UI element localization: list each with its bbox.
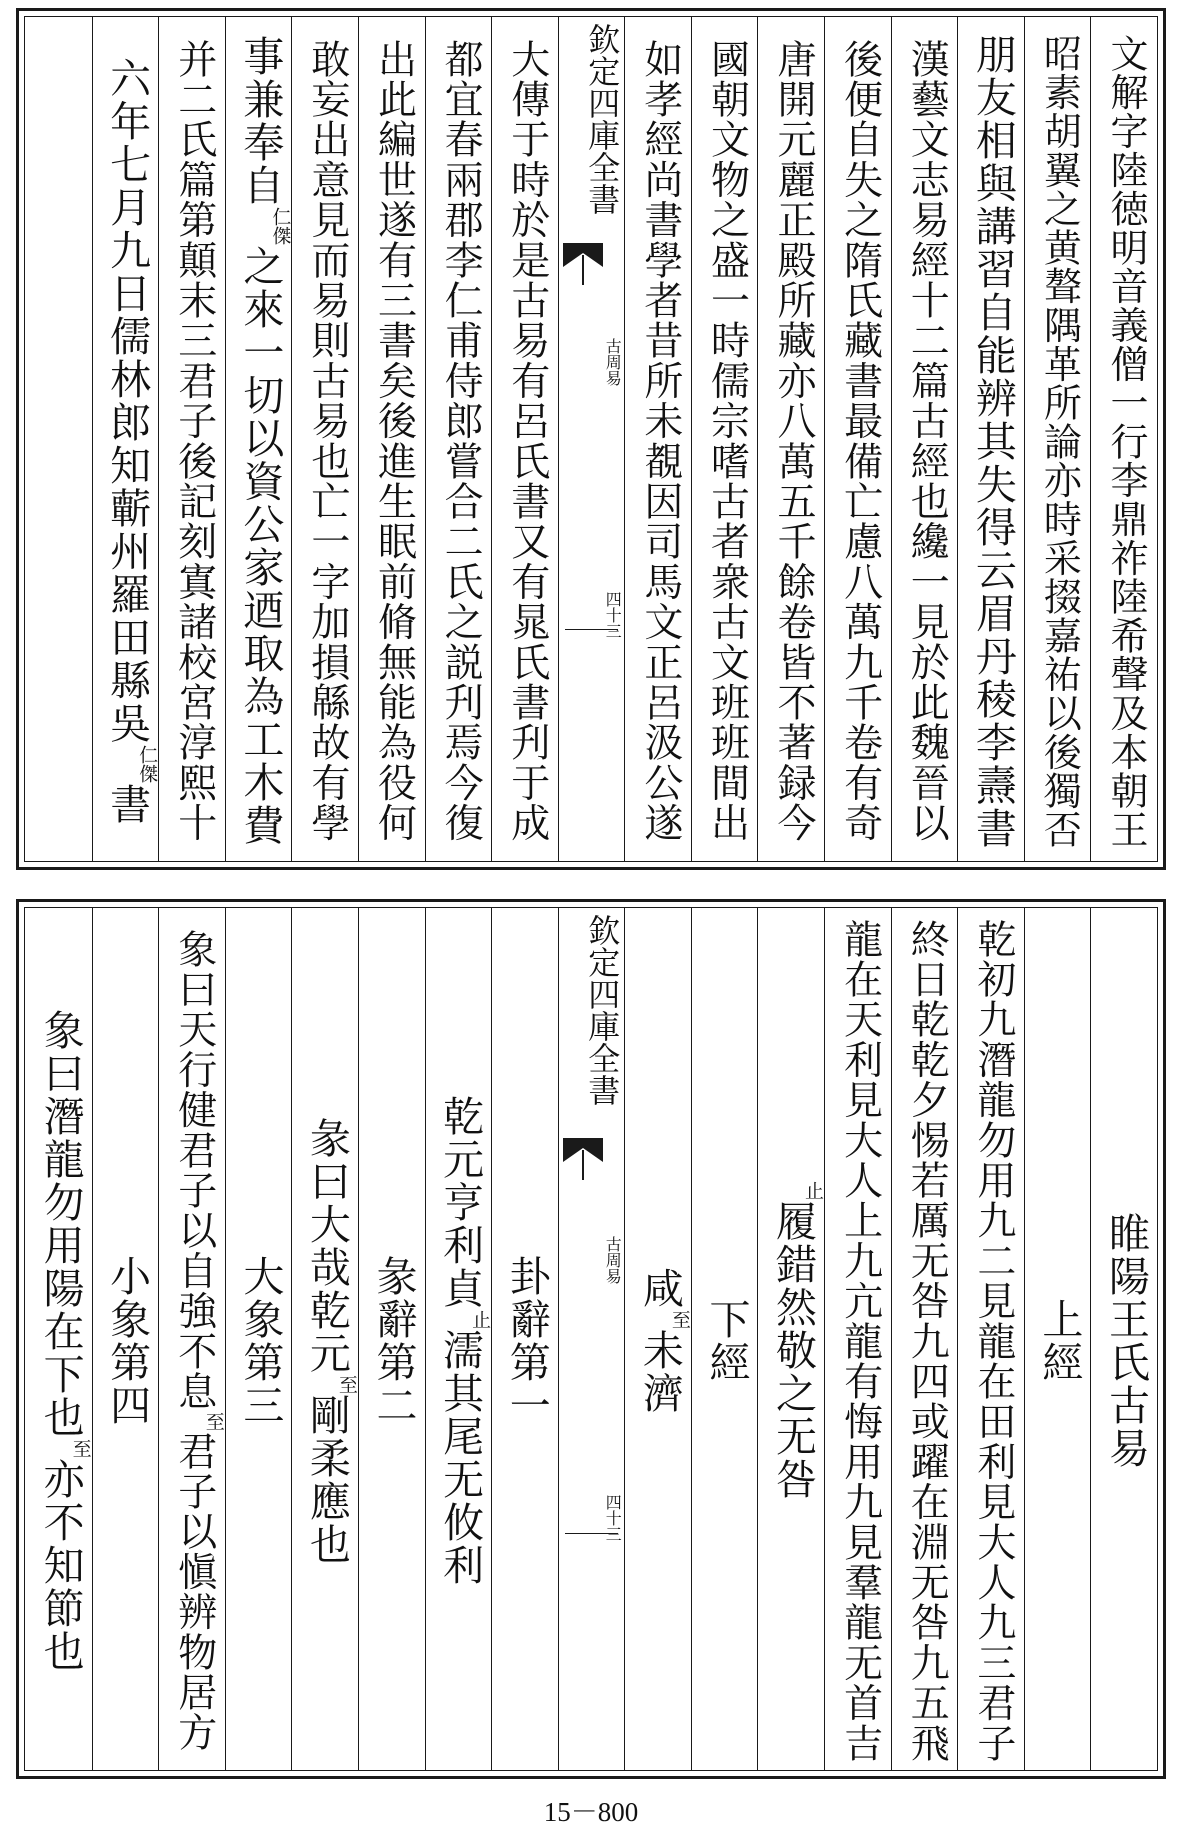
text-run: 卦辭第一 <box>502 1255 551 1427</box>
fish-tail-ornament-icon <box>563 1136 603 1180</box>
text-run: 唐開元麗正殿所藏亦八萬五千餘卷皆不著録今 <box>771 39 817 843</box>
text-run: 象曰天行健君子以自強不息 <box>171 929 217 1412</box>
top_page-text-column <box>1090 17 1157 861</box>
column-text <box>758 918 824 1764</box>
bottom_page-text-column <box>158 908 225 1770</box>
text-run: 乾元亨利貞 <box>436 1095 485 1310</box>
top_page-text-column <box>291 17 358 861</box>
text-run: 濡其尾无攸利 <box>436 1329 485 1587</box>
top_page-text-column <box>158 17 225 861</box>
top-page-text-frame <box>24 16 1158 862</box>
column-text <box>25 27 92 855</box>
column-text <box>492 27 558 855</box>
bottom_page-text-column <box>1024 908 1091 1770</box>
text-run: 并二氏篇第顛末三君子後記刻寘諸校宮淳熙十 <box>171 39 217 843</box>
top_page-text-column <box>1024 17 1091 861</box>
center-folio-number: 四十三 <box>603 590 623 639</box>
text-run: 漢藝文志易經十二篇古經也纔一見於此魏晉以 <box>904 39 950 843</box>
text-run: 小象第四 <box>103 1255 152 1427</box>
page-number: 15－800 <box>543 1797 639 1827</box>
interlinear-note: 仁傑 <box>136 744 159 783</box>
column-text <box>958 918 1024 1764</box>
top_page-text-column <box>824 17 891 861</box>
fish-tail-ornament-icon <box>563 241 603 285</box>
bottom_page-text-column <box>92 908 159 1770</box>
bottom_page-center-column <box>558 908 625 1770</box>
text-run: 之來一切以資公家迺取為工木費 <box>236 245 285 847</box>
bottom_page-text-column <box>425 908 492 1770</box>
text-run: 彖曰大哉乾元 <box>302 1116 351 1375</box>
center-book-title: 古周易 <box>603 1235 623 1284</box>
text-run: 國朝文物之盛一時儒宗嗜古者衆古文班班間出 <box>704 39 750 843</box>
text-run: 彖辭第二 <box>369 1255 418 1427</box>
top_page-text-column <box>92 17 159 861</box>
column-text <box>625 918 691 1764</box>
top_page-text-column <box>358 17 425 861</box>
top_page-text-column <box>624 17 691 861</box>
top_page-text-column <box>757 17 824 861</box>
column-text <box>625 27 691 855</box>
column-text <box>292 918 358 1764</box>
bottom_page-text-column <box>491 908 558 1770</box>
text-run: 出此編世遂有三書矣後進生眠前脩無能為役何 <box>371 39 417 843</box>
top_page-text-column <box>957 17 1024 861</box>
text-run: 文解字陸徳明音義僧一行李鼎祚陸希聲及本朝王 <box>1103 33 1148 849</box>
top_page-text-column <box>225 17 292 861</box>
text-run: 象曰潛龍勿用陽在下也 <box>36 1009 85 1439</box>
bottom_page-text-column <box>891 908 958 1770</box>
text-run: 事兼奉自 <box>236 35 285 207</box>
column-text <box>692 27 758 855</box>
text-run: 朋友相與講習自能辨其失得云眉丹稜李燾書 <box>968 32 1017 850</box>
text-run: 履錯然敬之无咎 <box>769 1200 818 1501</box>
text-run: 咸 <box>635 1267 684 1310</box>
top_page-text-column <box>891 17 958 861</box>
bottom-page <box>16 899 1166 1779</box>
interlinear-note: 至 <box>668 1310 691 1329</box>
interlinear-note: 止 <box>802 1181 825 1200</box>
column-text <box>958 27 1024 855</box>
column-text <box>1091 918 1157 1764</box>
column-text <box>892 27 958 855</box>
text-run: 終日乾乾夕惕若厲无咎九四或躍在淵无咎九五飛 <box>904 918 950 1764</box>
bottom_page-text-column <box>1090 908 1157 1770</box>
text-run: 大象第三 <box>236 1255 285 1427</box>
center-title: 欽定四庫全書 <box>583 914 622 1106</box>
top-page <box>16 8 1166 870</box>
bottom_page-text-column <box>225 908 292 1770</box>
column-text <box>758 27 824 855</box>
top_page-center-column <box>558 17 625 861</box>
center-rule <box>565 1533 619 1534</box>
text-run: 剛柔應也 <box>302 1393 351 1566</box>
text-run: 亦不知節也 <box>36 1458 85 1673</box>
text-run: 君子以愼辨物居方 <box>171 1430 217 1753</box>
text-run: 昭素胡翼之黄聱隅革所論亦時采掇嘉祐以後獨否 <box>1037 33 1082 849</box>
column-text <box>93 918 159 1764</box>
center-folio-number: 四十三 <box>603 1494 623 1543</box>
center-title: 欽定四庫全書 <box>583 23 622 215</box>
text-run: 上經 <box>1035 1298 1084 1384</box>
interlinear-note: 至 <box>335 1374 358 1394</box>
top_page-text-column <box>25 17 92 861</box>
column-text <box>1025 27 1091 855</box>
interlinear-note: 仁傑 <box>269 207 292 245</box>
column-text <box>226 918 292 1764</box>
text-run: 睢陽王氏古易 <box>1101 1212 1150 1470</box>
text-run: 如孝經尚書學者昔所未覩因司馬文正呂汲公遂 <box>637 39 683 843</box>
column-text <box>1091 27 1157 855</box>
bottom_page-text-column <box>25 908 92 1770</box>
top_page-text-column <box>425 17 492 861</box>
column-text <box>426 27 492 855</box>
column-text <box>359 918 425 1764</box>
column-text <box>159 27 225 855</box>
column-text <box>692 918 758 1764</box>
text-run: 大傳于時於是古易有呂氏書又有晁氏書刋于成 <box>504 39 550 843</box>
column-text <box>825 918 891 1764</box>
text-run: 下經 <box>702 1298 751 1384</box>
column-text <box>25 918 92 1764</box>
bottom-page-text-frame <box>24 907 1158 1771</box>
column-text <box>159 918 225 1764</box>
bottom_page-text-column <box>624 908 691 1770</box>
column-text <box>226 27 292 855</box>
column-text <box>825 27 891 855</box>
text-run: 未濟 <box>635 1329 684 1415</box>
bottom_page-text-column <box>957 908 1024 1770</box>
text-run: 乾初九潛龍勿用九二見龍在田利見大人九三君子 <box>970 918 1016 1764</box>
column-text <box>426 918 492 1764</box>
bottom_page-text-column <box>757 908 824 1770</box>
bottom_page-text-column <box>691 908 758 1770</box>
bottom_page-text-column <box>358 908 425 1770</box>
center-book-title: 古周易 <box>603 337 623 386</box>
column-text <box>892 918 958 1764</box>
top_page-text-column <box>691 17 758 861</box>
text-run: 敢妄出意見而易則古易也亡一字加損緜故有學 <box>304 39 350 843</box>
interlinear-note: 至 <box>69 1439 92 1458</box>
column-text <box>1025 918 1091 1764</box>
column-text <box>359 27 425 855</box>
text-run: 都宜春兩郡李仁甫侍郎嘗合二氏之説刋焉今復 <box>438 39 484 843</box>
text-run: 龍在天利見大人上九亢龍有悔用九見羣龍无首吉 <box>837 918 883 1764</box>
column-text <box>492 918 558 1764</box>
text-run: 後便自失之隋氏藏書最備亡慮八萬九千卷有奇 <box>837 39 883 843</box>
bottom_page-text-column <box>291 908 358 1770</box>
column-text <box>292 27 358 855</box>
center-rule <box>565 629 619 630</box>
interlinear-note: 止 <box>469 1310 492 1329</box>
text-run: 六年七月九日儒林郎知蘄州羅田縣吳 <box>103 56 152 745</box>
column-text <box>93 27 159 855</box>
interlinear-note: 至 <box>202 1411 225 1431</box>
top_page-text-column <box>491 17 558 861</box>
text-run: 書 <box>103 782 152 826</box>
bottom_page-text-column <box>824 908 891 1770</box>
